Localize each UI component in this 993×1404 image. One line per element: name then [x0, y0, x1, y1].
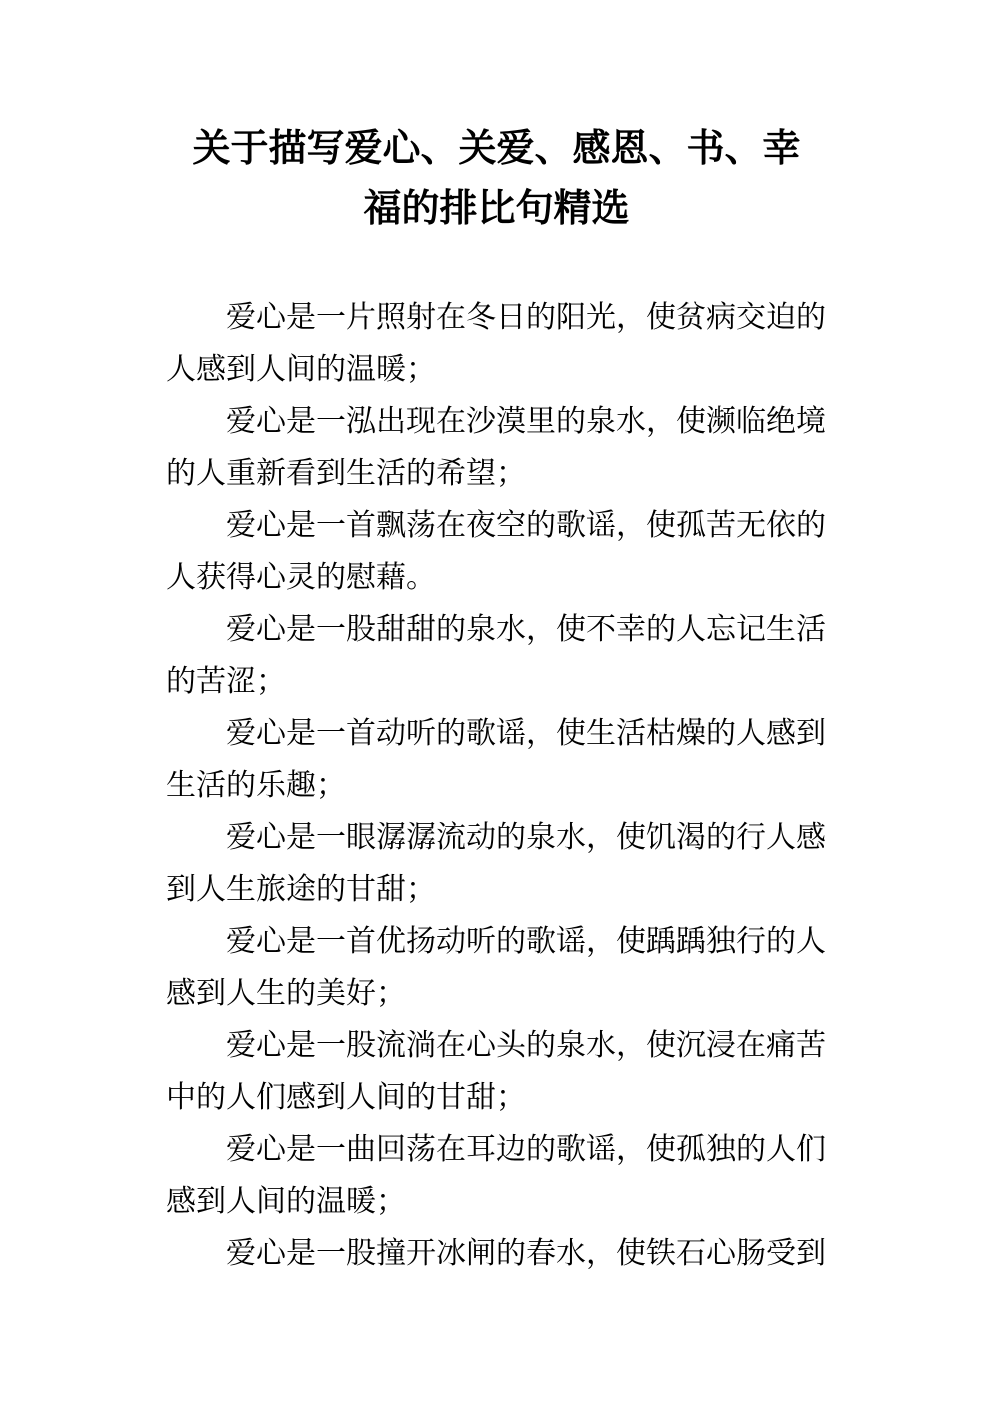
title-line-2: 福的排比句精选: [363, 186, 630, 230]
paragraph: 爱心是一股甜甜的泉水，使不幸的人忘记生活的苦涩；: [166, 612, 826, 699]
paragraph: 爱心是一股撞开冰闸的春水，使铁石心肠受到: [226, 1236, 826, 1271]
document-body: [166, 292, 830, 1280]
document-title: [150, 118, 843, 238]
title-line-1: 关于描写爱心、关爱、感恩、书、幸: [192, 126, 801, 170]
paragraph: 爱心是一眼潺潺流动的泉水，使饥渴的行人感到人生旅途的甘甜；: [166, 820, 826, 907]
paragraph: 爱心是一曲回荡在耳边的歌谣，使孤独的人们感到人间的温暖；: [166, 1132, 826, 1219]
paragraph: 爱心是一首飘荡在夜空的歌谣，使孤苦无依的人获得心灵的慰藉。: [166, 508, 826, 595]
paragraph: 爱心是一片照射在冬日的阳光，使贫病交迫的人感到人间的温暖；: [166, 300, 826, 387]
paragraph: 爱心是一股流淌在心头的泉水，使沉浸在痛苦中的人们感到人间的甘甜；: [166, 1028, 826, 1115]
paragraph: 爱心是一首优扬动听的歌谣，使踽踽独行的人感到人生的美好；: [166, 924, 826, 1011]
paragraph: 爱心是一泓出现在沙漠里的泉水，使濒临绝境的人重新看到生活的希望；: [166, 404, 826, 491]
paragraph: 爱心是一首动听的歌谣，使生活枯燥的人感到生活的乐趣；: [166, 716, 826, 803]
